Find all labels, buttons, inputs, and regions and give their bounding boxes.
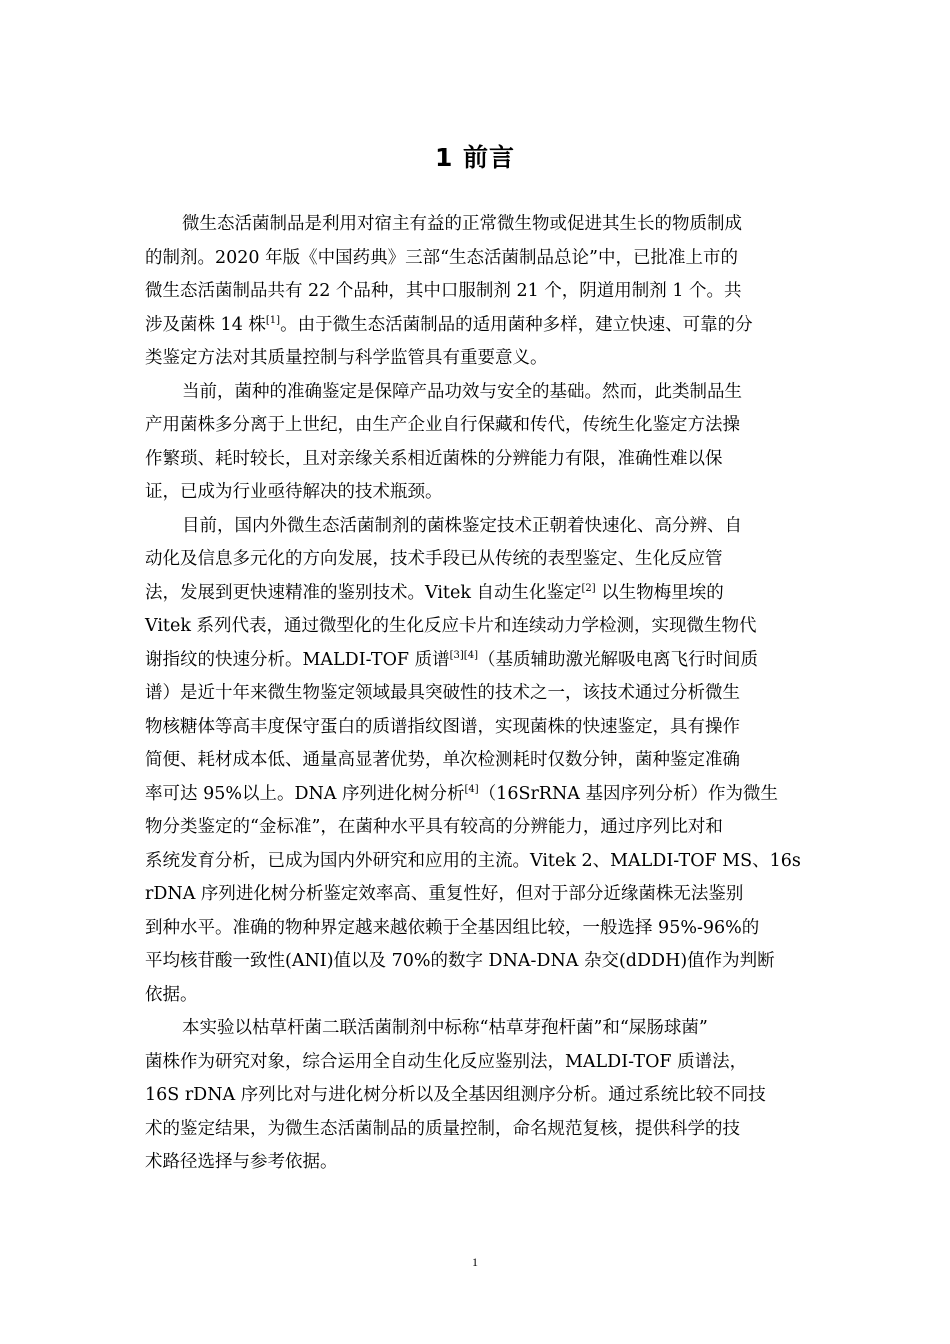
text-line: [145, 476, 809, 510]
text-run: 产用菌株多分离于上世纪，由生产企业自行保藏和传代，传统生化鉴定方法操: [145, 415, 740, 435]
body-text: [145, 208, 809, 1180]
page-number: 1: [472, 1255, 478, 1269]
text-line: [145, 543, 809, 577]
text-run: 以生物梅里埃的: [595, 582, 724, 603]
text-run: 类鉴定方法对其质量控制与科学监管具有重要意义。: [145, 348, 548, 368]
text-run: 16S rDNA 序列比对与进化树分析以及全基因组测序分析。通过系统比较不同技: [145, 1085, 766, 1105]
text-run: 本实验以枯草杆菌二联活菌制剂中标称“枯草芽孢杆菌”和“屎肠球菌”: [182, 1018, 708, 1038]
text-run: （16SrRNA 基因序列分析）作为微生: [478, 783, 778, 804]
text-line: [145, 208, 809, 242]
text-run: 简便、耗材成本低、通量高显著优势，单次检测耗时仅数分钟，菌种鉴定准确: [145, 750, 740, 770]
text-run: 涉及菌株 14 株: [145, 314, 266, 335]
text-run: 物分类鉴定的“金标准”，在菌种水平具有较高的分辨能力，通过序列比对和: [145, 817, 723, 837]
text-line: [145, 1079, 809, 1113]
text-run: 到种水平。准确的物种界定越来越依赖于全基因组比较，一般选择 95%-96%的: [145, 917, 760, 938]
text-run: 证，已成为行业亟待解决的技术瓶颈。: [145, 482, 443, 502]
section-title: 1 前言: [434, 143, 516, 172]
text-run: 率可达 95%以上。DNA 序列进化树分析: [145, 783, 465, 804]
text-line: [145, 342, 809, 376]
text-line: [145, 945, 809, 979]
text-line: [145, 912, 809, 946]
text-run: 谢指纹的快速分析。MALDI-TOF 质谱: [145, 649, 450, 670]
text-line: [145, 376, 809, 410]
text-line: [145, 845, 809, 879]
text-run: 依据。: [145, 984, 198, 1005]
text-line: [145, 1146, 809, 1180]
paragraph: [145, 1012, 809, 1180]
text-line: [145, 1046, 809, 1080]
text-run: 微生态活菌制品共有 22 个品种，其中口服制剂 21 个，阴道用制剂 1 个。共: [145, 281, 742, 301]
text-line: [145, 275, 809, 309]
text-line: [145, 242, 809, 276]
text-run: 目前，国内外微生态活菌制剂的菌株鉴定技术正朝着快速化、高分辨、自: [182, 515, 742, 536]
citation-superscript: [3][4]: [449, 649, 478, 661]
text-run: 平均核苷酸一致性(ANI)值以及 70%的数字 DNA-DNA 杂交(dDDH)值作为判断: [145, 951, 775, 971]
text-line: [145, 1113, 809, 1147]
text-run: 物核糖体等高丰度保守蛋白的质谱指纹图谱，实现菌株的快速鉴定，具有操作: [145, 716, 740, 737]
text-line: [145, 644, 809, 678]
text-run: 法，发展到更快速精准的鉴别技术。Vitek 自动生化鉴定: [145, 582, 582, 603]
text-line: [145, 510, 809, 544]
text-run: 微生态活菌制品是利用对宿主有益的正常微生物或促进其生长的物质制成: [182, 214, 742, 234]
text-line: [145, 811, 809, 845]
text-run: 动化及信息多元化的方向发展，技术手段已从传统的表型鉴定、生化反应管: [145, 549, 723, 569]
paragraph: [145, 376, 809, 510]
text-line: [145, 1012, 809, 1046]
text-line: [145, 744, 809, 778]
text-line: [145, 711, 809, 745]
text-line: [145, 979, 809, 1013]
text-line: [145, 409, 809, 443]
text-run: rDNA 序列进化树分析鉴定效率高、重复性好，但对于部分近缘菌株无法鉴别: [145, 884, 744, 904]
text-run: 系统发育分析，已成为国内外研究和应用的主流。Vitek 2、MALDI-TOF MS、16s: [145, 850, 801, 871]
text-line: [145, 778, 809, 812]
text-run: 当前，菌种的准确鉴定是保障产品功效与安全的基础。然而，此类制品生: [182, 381, 742, 402]
text-line: [145, 677, 809, 711]
text-run: 作繁琐、耗时较长，且对亲缘关系相近菌株的分辨能力有限，准确性难以保: [145, 448, 723, 469]
citation-superscript: [1]: [265, 314, 281, 326]
citation-superscript: [4]: [464, 783, 479, 795]
citation-superscript: [2]: [581, 582, 596, 594]
text-line: [145, 443, 809, 477]
text-run: 谱）是近十年来微生物鉴定领域最具突破性的技术之一，该技术通过分析微生: [145, 683, 740, 703]
text-run: 。由于微生态活菌制品的适用菌种多样，建立快速、可靠的分: [280, 314, 753, 335]
text-run: Vitek 系列代表，通过微型化的生化反应卡片和连续动力学检测，实现微生物代: [145, 616, 757, 636]
text-line: [145, 577, 809, 611]
text-run: 的制剂。2020 年版《中国药典》三部“生态活菌制品总论”中，已批准上市的: [145, 247, 738, 268]
text-run: 菌株作为研究对象，综合运用全自动生化反应鉴别法，MALDI-TOF 质谱法，: [145, 1051, 748, 1072]
text-run: 术的鉴定结果，为微生态活菌制品的质量控制，命名规范复核，提供科学的技: [145, 1118, 740, 1139]
text-line: [145, 610, 809, 644]
paragraph: [145, 510, 809, 1013]
text-line: [145, 878, 809, 912]
text-run: （基质辅助激光解吸电离飞行时间质: [477, 649, 758, 670]
text-line: [145, 309, 809, 343]
paragraph: [145, 208, 809, 376]
text-run: 术路径选择与参考依据。: [145, 1152, 338, 1172]
